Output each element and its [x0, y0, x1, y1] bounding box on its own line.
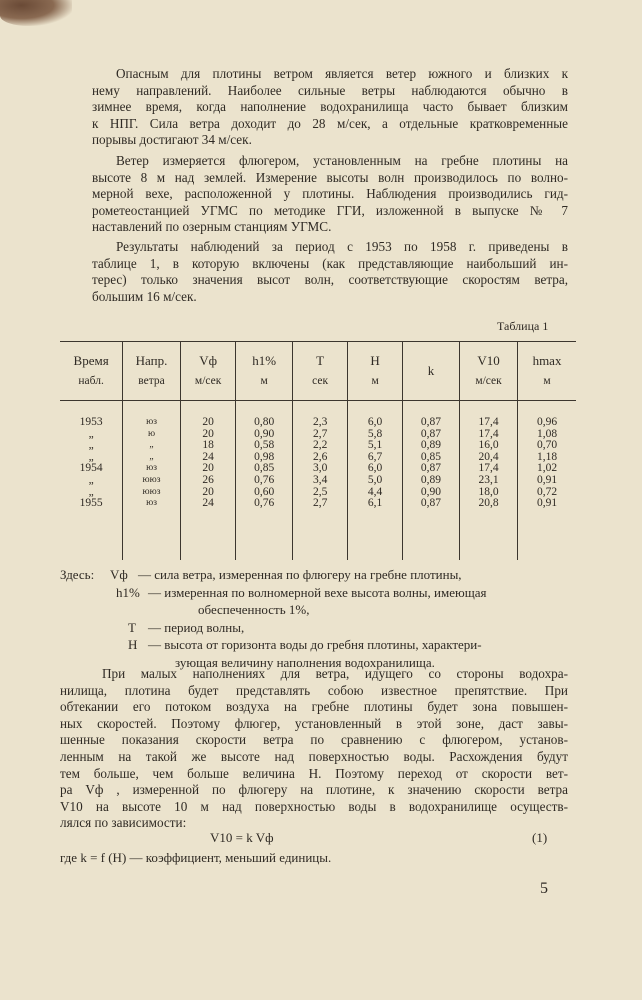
def-row-H: [60, 636, 580, 654]
table-cell: 6,0: [348, 401, 403, 429]
table-row: [60, 475, 576, 487]
text-line: наставлений по озерным станциям УГМС.: [92, 219, 332, 235]
column-header: [123, 342, 181, 401]
table-cell: 2,7: [292, 429, 347, 441]
header-unit: набл.: [78, 375, 104, 387]
table-cell: юз: [123, 401, 181, 429]
table-cell: 20,4: [460, 452, 518, 464]
text-line: нему направлений. Наиболее сильные ветры наблюдаются обычно в: [92, 82, 568, 98]
observations-table: [60, 341, 576, 560]
table-cell: 0,72: [518, 487, 576, 499]
column-header: [60, 342, 123, 401]
def-text: зующая величину наполнения водохранилища.: [175, 654, 435, 670]
table-row: [60, 498, 576, 560]
def-row-h: [60, 584, 580, 602]
table-cell: 0,87: [402, 463, 459, 475]
formula-number: (1): [532, 830, 548, 845]
table-cell: 1954: [79, 462, 103, 475]
table-cell: 4,4: [348, 487, 403, 499]
header-unit: м: [260, 375, 268, 387]
table-cell: „: [123, 440, 181, 452]
table-cell: 20: [180, 401, 236, 429]
table-cell: 17,4: [460, 401, 518, 429]
table-cell: 0,87: [402, 498, 459, 560]
table-cell: 0,76: [236, 498, 292, 560]
formula-text: V10 = k Vф: [210, 830, 274, 845]
paragraph-wind-danger: [92, 66, 568, 149]
table-cell: 0,85: [402, 452, 459, 464]
text-line: ра Vф , измеренной по флюгеру на плотине, к значению скорости ветра: [60, 782, 568, 798]
table-cell: 26: [180, 475, 236, 487]
def-symbol: h1%: [116, 584, 140, 600]
table-cell: 2,6: [292, 452, 347, 464]
table-cell: 0,60: [236, 487, 292, 499]
def-symbol: Vф: [110, 567, 128, 582]
table-cell: 5,1: [348, 440, 403, 452]
table-cell: „: [88, 485, 94, 498]
table-cell: 0,70: [518, 440, 576, 452]
table-cell: 6,0: [348, 463, 403, 475]
table-cell: 1955: [79, 497, 103, 510]
formula-1: [210, 830, 550, 846]
table-cell: 24: [180, 498, 236, 560]
table-cell: 17,4: [460, 463, 518, 475]
column-header: [460, 342, 518, 401]
header-symbol: k: [427, 363, 435, 378]
def-text: обеспеченность 1%,: [198, 602, 310, 617]
table-cell: 0,91: [518, 475, 576, 487]
table-cell: юз: [123, 463, 181, 475]
table-cell: 2,7: [292, 498, 347, 560]
table-cell: 18,0: [460, 487, 518, 499]
table-cell: 6,1: [348, 498, 403, 560]
column-header: [348, 342, 403, 401]
table-cell: 0,58: [236, 440, 292, 452]
def-text: — период волны,: [148, 619, 245, 635]
table-cell: 20: [180, 429, 236, 441]
header-unit: м: [543, 375, 551, 387]
table-body: [60, 401, 576, 560]
table-cell: 0,89: [402, 475, 459, 487]
table-cell: „: [88, 439, 94, 452]
table-cell: 0,87: [402, 429, 459, 441]
def-symbol: T: [128, 619, 136, 635]
header-symbol: Время: [73, 353, 109, 368]
text-line: зимнее время, когда наполнение водохранилища часто бывает близким: [92, 99, 568, 115]
table-cell: 1,08: [518, 429, 576, 441]
table-cell: 0,91: [518, 498, 576, 560]
table-cell: 6,7: [348, 452, 403, 464]
def-here-label: Здесь:: [60, 567, 95, 582]
text-line: к НПГ. Сила ветра доходит до 28 м/сек, а отдельные кратковременные: [92, 115, 568, 131]
table-cell: 0,80: [236, 401, 292, 429]
header-symbol: T: [316, 353, 325, 368]
table-cell: 20,8: [460, 498, 518, 560]
text-line: обтекании его потоком воздуха на гребне плотины будет зона повышен-: [60, 699, 568, 715]
header-unit: сек: [312, 375, 329, 387]
table-cell: 0,90: [236, 429, 292, 441]
text-line: лялся по зависимости:: [60, 815, 187, 831]
table-header-row: [60, 342, 576, 401]
text-line: мерной вехе, расположенной у плотины. Наблюдения производились гид-: [92, 186, 568, 202]
table-row: [60, 401, 576, 429]
table-cell: 2,5: [292, 487, 347, 499]
column-header: [236, 342, 292, 401]
table-cell: ююз: [123, 475, 181, 487]
table-cell: „: [88, 450, 94, 463]
table-cell: 16,0: [460, 440, 518, 452]
table-cell: 3,0: [292, 463, 347, 475]
def-text: — измеренная по волномерной вехе высота волны, имеющая: [148, 584, 487, 600]
text-line: тем больше, чем больше величина H. Поэтому переход от скорости вет-: [60, 765, 568, 781]
table-cell: 1,02: [518, 463, 576, 475]
table-cell: юз: [123, 498, 181, 560]
text-line: Опасным для плотины ветром является ветер южного и близких к: [116, 66, 568, 81]
column-header: [292, 342, 347, 401]
text-line: нилища, плотина будет представлять собою известное препятствие. При: [60, 682, 568, 698]
table-cell: 5,0: [348, 475, 403, 487]
def-row-t: [60, 619, 580, 637]
column-header: [518, 342, 576, 401]
def-symbol: H: [128, 637, 138, 652]
header-symbol: Vф: [199, 353, 218, 368]
text-line: порывы достигают 34 м/сек.: [92, 132, 252, 148]
text-line: шенные показания скорости ветра по сравнению с флюгером, установ-: [60, 732, 568, 748]
table-cell: 0,76: [236, 475, 292, 487]
table-cell: 3,4: [292, 475, 347, 487]
def-text: — сила ветра, измеренная по флюгеру на гребне плотины,: [138, 567, 462, 582]
text-line: Результаты наблюдений за период с 1953 по 1958 г. приведены в: [116, 239, 568, 254]
header-unit: ветра: [138, 375, 165, 387]
table-cell: 0,96: [518, 401, 576, 429]
table-cell: 20: [180, 487, 236, 499]
table-cell: 23,1: [460, 475, 518, 487]
table-cell: 20: [180, 463, 236, 475]
text-line: ленным на такой же высоте над поверхностью воды. Расхождения будут: [60, 748, 568, 764]
table-cell: „: [88, 427, 94, 440]
header-unit: м: [371, 375, 379, 387]
table-cell: ю: [123, 429, 181, 441]
def-text: — высота от горизонта воды до гребня плотины, характери-: [148, 637, 482, 652]
table-cell: 18: [180, 440, 236, 452]
table-cell: 2,2: [292, 440, 347, 452]
header-unit: м/сек: [475, 375, 502, 387]
paragraph-flow-analysis: [60, 666, 568, 832]
text-line: терес) только значения высот волн, соответствующие скоростям ветра,: [92, 272, 568, 288]
column-header: [402, 342, 459, 401]
table-cell: 1,18: [518, 452, 576, 464]
table-cell: 0,85: [236, 463, 292, 475]
def-row-vf: [60, 566, 580, 584]
text-line: При малых наполнениях для ветра, идущего со стороны водохра-: [102, 666, 568, 681]
header-unit: м/сек: [194, 375, 222, 387]
header-symbol: Напр.: [135, 353, 168, 368]
text-line: рометеостанцией УГМС по методике ГГИ, изложенной в выпуске № 7: [92, 202, 568, 218]
symbol-definitions: [60, 566, 580, 671]
header-symbol: h1%: [252, 353, 277, 368]
table-cell: 17,4: [460, 429, 518, 441]
table-cell: 5,8: [348, 429, 403, 441]
header-symbol: hmax: [532, 353, 562, 368]
text-line: V10 на высоте 10 м над поверхностью воды в водохранилище осуществ-: [60, 798, 568, 814]
header-symbol: H: [370, 353, 380, 368]
table-cell: „: [123, 452, 181, 464]
table-cell: 0,98: [236, 452, 292, 464]
formula-explanation: где k = f (H) — коэффициент, меньший единицы.: [60, 850, 332, 865]
paragraph-measurement: [92, 153, 568, 236]
text-line: высоте 8 м над землей. Измерение высоты волн производилось по волно-: [92, 169, 568, 185]
table-caption: Таблица 1: [497, 319, 549, 333]
paragraph-results: [92, 239, 568, 305]
column-header: [180, 342, 236, 401]
table-cell: 0,89: [402, 440, 459, 452]
table-cell: 0,90: [402, 487, 459, 499]
text-line: Ветер измеряется флюгером, установленным на гребне плотины на: [116, 153, 568, 168]
table-cell: ююз: [123, 487, 181, 499]
table-cell: 24: [180, 452, 236, 464]
header-symbol: V10: [477, 353, 500, 368]
page-number: 5: [540, 880, 548, 897]
table-cell: 0,87: [402, 401, 459, 429]
page-stain: [0, 0, 72, 26]
table-cell: 1953: [79, 416, 103, 428]
text-line: ных скоростей. Поэтому флюгер, установленный в этой зоне, даст завы-: [60, 715, 568, 731]
table-cell: 2,3: [292, 401, 347, 429]
text-line: таблице 1, в которую включены (как представляющие наибольший ин-: [92, 255, 568, 271]
def-row-h-cont: [60, 601, 580, 619]
text-line: большим 16 м/сек.: [92, 288, 197, 304]
table-cell: „: [88, 473, 94, 486]
